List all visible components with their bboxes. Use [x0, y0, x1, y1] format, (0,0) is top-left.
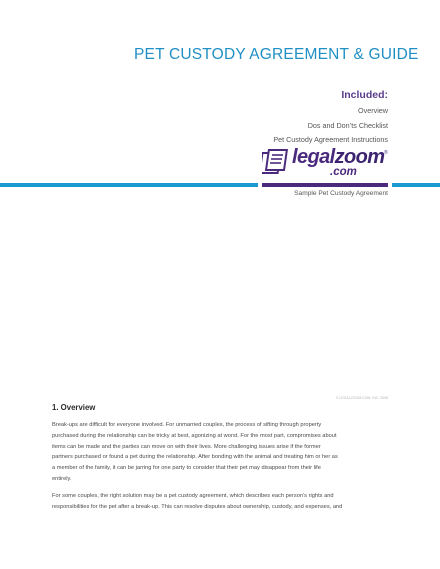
legalzoom-logo — [262, 147, 392, 185]
logo-trademark: ® — [384, 150, 388, 156]
included-item-instructions: Pet Custody Agreement Instructions — [273, 135, 388, 144]
logo-word-legal: legal — [292, 146, 335, 168]
section-heading-overview: 1. Overview — [52, 403, 96, 412]
logo-word-zoom: zoom — [334, 146, 385, 168]
document-title: PET CUSTODY AGREEMENT & GUIDE — [134, 46, 419, 63]
divider-bar-blue-right — [392, 183, 440, 187]
included-item-checklist: Dos and Don’ts Checklist — [307, 120, 388, 130]
included-heading: Included: — [341, 89, 388, 101]
paragraph-line: a member of the family, it can be jarring for one party to consider that their pet may disappear from their life — [52, 465, 321, 472]
paragraph-line: responsibilities for the pet after a break-up. This can resolve disputes about ownership, custody, and expenses, and — [52, 503, 343, 510]
document-stack-icon — [262, 149, 290, 180]
included-list — [273, 104, 388, 148]
overview-paragraph-2 — [52, 491, 392, 513]
divider-bar-blue — [0, 183, 258, 187]
divider-bar-purple — [262, 183, 388, 187]
document-subtitle: Sample Pet Custody Agreement — [294, 190, 388, 197]
paragraph-line: partners purchased or found a pet during the relationship. After bonding with the animal and treating him or her as — [52, 454, 338, 461]
paragraph-line: purchased during the relationship can be tricky at best, agonizing at worst. For the most part, compromises about — [52, 432, 337, 439]
included-item-overview: Overview — [358, 106, 388, 115]
copyright-notice: © LEGALZOOM.COM, INC. 2008 — [335, 396, 388, 400]
logo-domain: .com — [330, 166, 357, 178]
paragraph-line: entirely. — [52, 475, 72, 482]
paragraph-line: items can be made and the parties can move on with their lives. More challenging issues arise if the former — [52, 443, 321, 450]
overview-paragraph-1 — [52, 420, 392, 485]
paragraph-line: For some couples, the right solution may be a pet custody agreement, which describes each person’s rights and — [52, 493, 334, 499]
paragraph-line: Break-ups are difficult for everyone involved. For unmarried couples, the process of sifting through property — [52, 422, 322, 428]
